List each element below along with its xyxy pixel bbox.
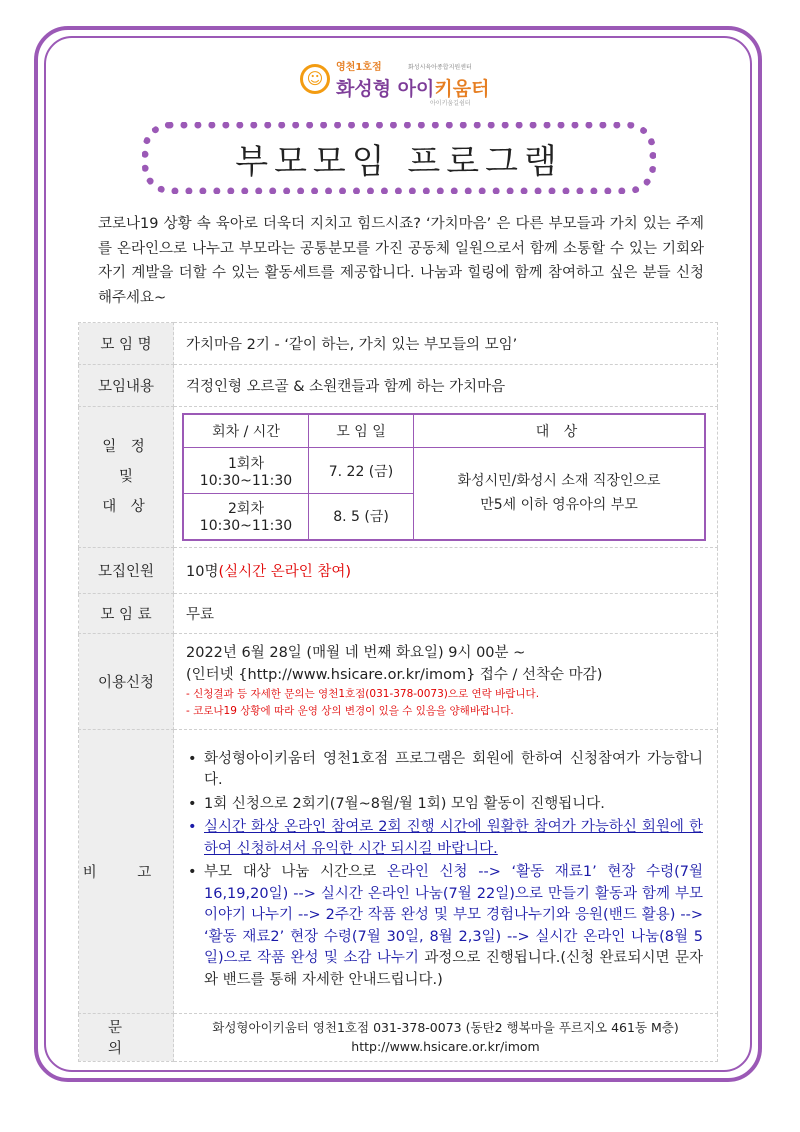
- value-apply: [174, 633, 718, 729]
- sched-target-line2: 만5세 이하 영유아의 부모: [480, 497, 638, 514]
- intro-text: 코로나19 상황 속 육아로 더욱더 지치고 힘드시죠? ‘가치마음’ 은 다른 부모들과 가치 있는 주제를 온라인으로 나누고 부모라는 공통분모를 가진 공동체 일원으로서 함께 소통할 수 있는 기회와 자기 계발을 더할 수 있는 활동세트를 제공합니다. 나눔과 힐링에 함께 참여하고 싶은 분들 신청해주세요~: [98, 216, 704, 306]
- sched-target-line1: 화성시민/화성시 소재 직장인으로: [457, 473, 661, 490]
- value-fee: 무료: [174, 593, 718, 633]
- sched-target: [414, 448, 706, 540]
- apply-note1: - 신청결과 등 자세한 문의는 영천1호점(031-378-0073)으로 연락 바랍니다.: [186, 688, 540, 700]
- row-contact: [79, 1013, 718, 1061]
- sched-round-1: [183, 448, 309, 494]
- value-content: 걱정인형 오르골 & 소원캔들과 함께 하는 가치마음: [174, 365, 718, 407]
- value-contact: [174, 1013, 718, 1061]
- row-recruit: [79, 547, 718, 593]
- logo-name: [336, 74, 489, 101]
- label-fee: 모 임 료: [79, 593, 174, 633]
- sched-round-1-label: 1회차: [228, 455, 264, 472]
- label-schedule: [79, 407, 174, 548]
- logo-branch: 영천1호점: [336, 62, 382, 73]
- sched-header-target: 대 상: [414, 414, 706, 448]
- smile-logo-icon: ☺: [300, 64, 330, 94]
- value-recruit: [174, 547, 718, 593]
- value-remarks: [174, 729, 718, 1013]
- row-apply: [79, 633, 718, 729]
- value-name: 가치마음 2기 - ‘같이 하는, 가치 있는 부모들의 모임’: [174, 323, 718, 365]
- label-schedule-1: 일 정: [102, 438, 150, 455]
- apply-note2: - 코로나19 상황에 따라 운영 상의 변경이 있을 수 있음을 양해바랍니다.: [186, 705, 514, 717]
- sched-date-1: 7. 22 (금): [309, 448, 414, 494]
- recruit-note: (실시간 온라인 참여): [218, 563, 352, 580]
- remark-4: [184, 862, 703, 991]
- row-content: [79, 365, 718, 407]
- label-schedule-2: 및: [118, 468, 133, 485]
- sched-date-2: 8. 5 (금): [309, 494, 414, 540]
- sched-header-round: 회차 / 시간: [183, 414, 309, 448]
- label-apply: 이용신청: [79, 633, 174, 729]
- row-fee: [79, 593, 718, 633]
- info-table: [78, 322, 718, 1062]
- label-schedule-3: 대 상: [102, 498, 150, 515]
- label-remarks: 비 고: [79, 729, 174, 1013]
- page-title: 부모모임 프로그램: [235, 141, 563, 182]
- sched-header-date: 모 임 일: [309, 414, 414, 448]
- row-remarks: [79, 729, 718, 1013]
- sched-round-2-time: 10:30~11:30: [199, 518, 293, 535]
- row-schedule: [79, 407, 718, 548]
- remark-4-lead: 부모 대상 나눔 시간으로: [204, 864, 387, 881]
- recruit-count: 10명: [186, 563, 219, 580]
- remark-4-tail: 과정으로 진행됩니다.(신청 완료되시면 문자와 밴드를 통해 자세한 안내드립니다.): [204, 950, 703, 988]
- logo-name-part1: 화성형 아이: [336, 78, 435, 100]
- schedule-table: [182, 413, 706, 541]
- apply-line2: (인터넷 {http://www.hsicare.or.kr/imom} 접수 / 선착순 마감): [186, 667, 603, 683]
- remark-4-process: 온라인 신청 --> ‘활동 재료1’ 현장 수령(7월 16,19,20일) --> 실시간 온라인 나눔(7월 22일)으로 만들기 활동과 함께 부모이야기 나누기 --> 2주간 작품 완성 및 부모 경험나누기와 응원(밴드 활용) --> ‘활동 재료2’ 현장 수령(7월 30일, 8월 2,3일) --> 실시간 온라인 나눔(8월 5일)으로 작품 완성 및 소감 나누기: [204, 864, 703, 967]
- sched-round-2-label: 2회차: [228, 501, 264, 518]
- label-content: 모임내용: [79, 365, 174, 407]
- contact-url[interactable]: http://www.hsicare.or.kr/imom: [351, 1039, 540, 1054]
- title-box: [142, 122, 656, 194]
- apply-line1: 2022년 6월 28일 (매월 네 번째 화요일) 9시 00분 ~: [186, 645, 526, 661]
- label-recruit: 모집인원: [79, 547, 174, 593]
- logo-org: 화성시육아종합지원센터: [408, 64, 472, 71]
- logo-subtitle: 아이키움길쉼터: [430, 100, 471, 107]
- contact-line1: 화성형아이키움터 영천1호점 031-378-0073 (동탄2 행복마을 푸르지오 461동 M층): [212, 1020, 679, 1035]
- logo-name-part2: 키움터: [434, 78, 490, 100]
- remark-2: • 1회 신청으로 2회기(7월~8월/월 1회) 모임 활동이 진행됩니다.: [184, 794, 703, 816]
- label-contact: 문 의: [79, 1013, 174, 1061]
- sched-round-1-time: 10:30~11:30: [199, 472, 293, 489]
- remark-1: • 화성형아이키움터 영천1호점 프로그램은 회원에 한하여 신청참여가 가능합니다.: [184, 749, 703, 792]
- remark-3: • 실시간 화상 온라인 참여로 2회 진행 시간에 원활한 참여가 가능하신 회원에 한하여 신청하셔서 유익한 시간 되시길 바랍니다.: [184, 817, 703, 860]
- sched-round-2: [183, 494, 309, 540]
- row-name: [79, 323, 718, 365]
- label-name: 모 임 명: [79, 323, 174, 365]
- value-schedule: [174, 407, 718, 548]
- logo: [300, 58, 530, 108]
